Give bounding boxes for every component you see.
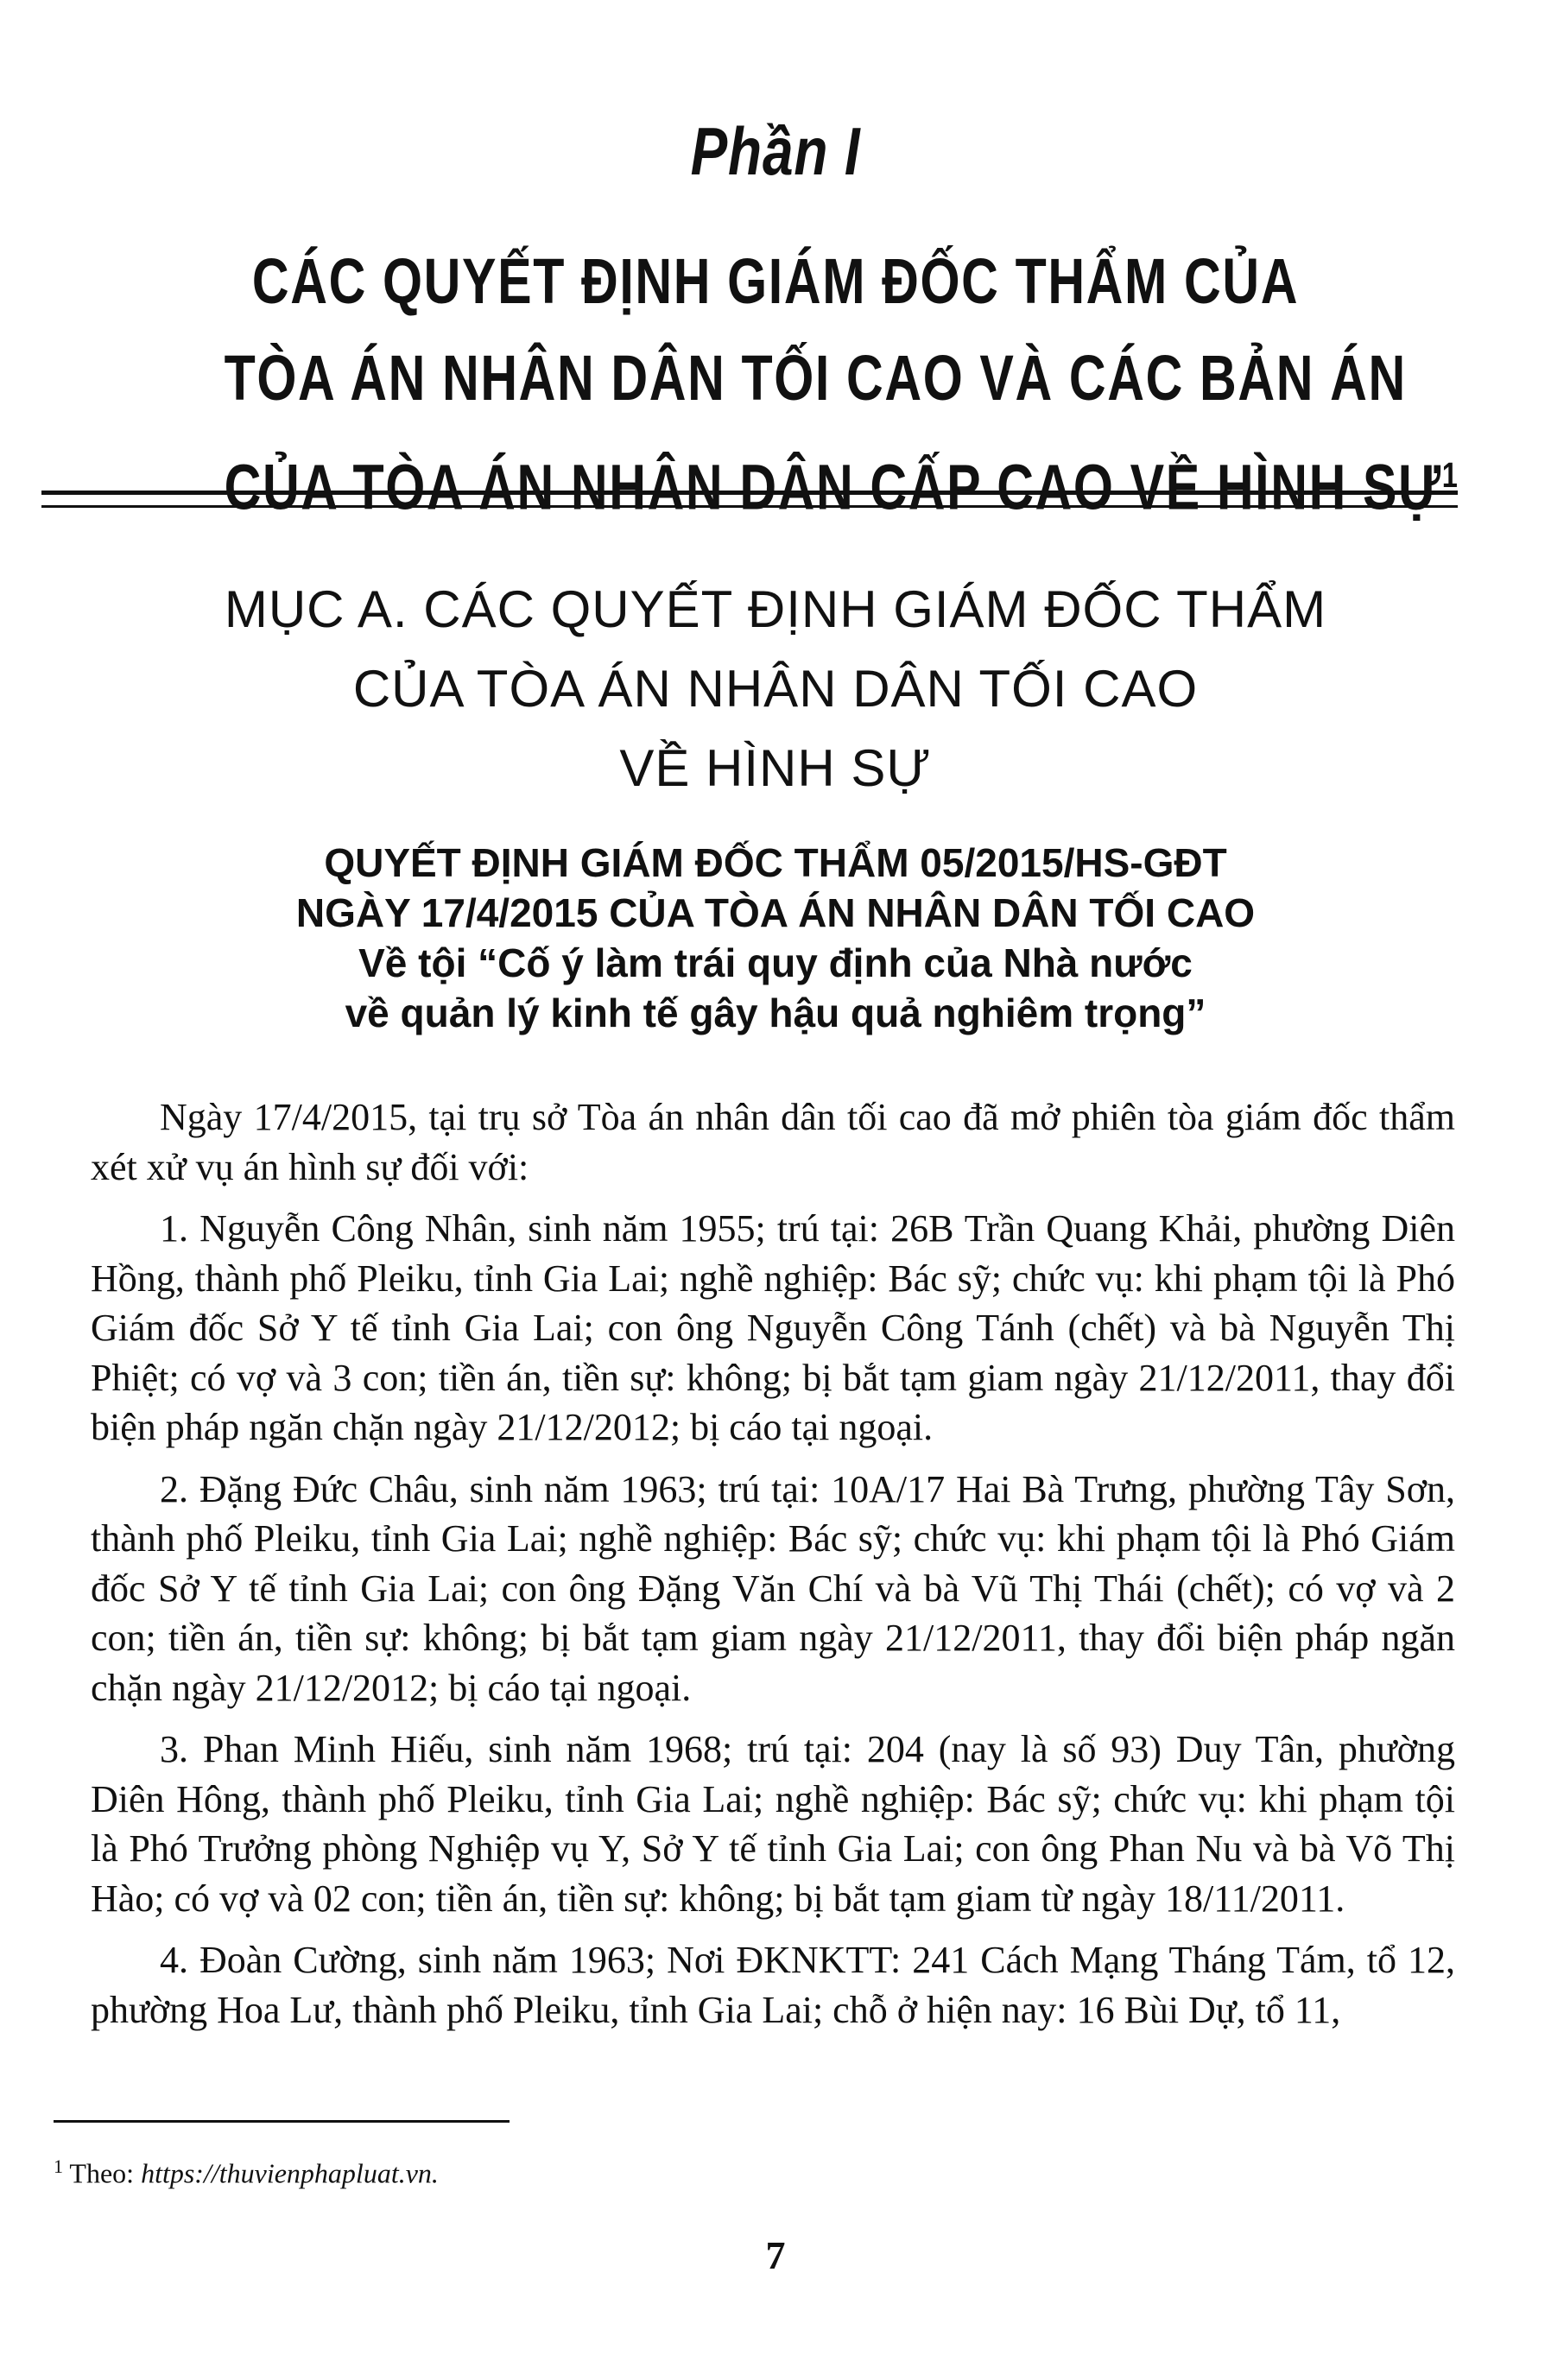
paragraph-intro: Ngày 17/4/2015, tại trụ sở Tòa án nhân dân tối cao đã mở phiên tòa giám đốc thẩm xét xử vụ án hình sự đối với: xyxy=(91,1096,1455,1188)
footnote-prefix: Theo: xyxy=(69,2157,135,2189)
decision-heading-line-4: về quản lý kinh tế gây hậu quả nghiêm trọng” xyxy=(345,991,1206,1035)
footnote-reference: 1 xyxy=(1441,455,1459,495)
part-title: Phần I xyxy=(690,113,861,189)
chapter-title-line-1: CÁC QUYẾT ĐỊNH GIÁM ĐỐC THẨM CỦA xyxy=(251,245,1300,317)
section-title-line-2: CỦA TÒA ÁN NHÂN DÂN TỐI CAO xyxy=(352,660,1199,718)
paragraph-defendant-1: 1. Nguyễn Công Nhân, sinh năm 1955; trú tại: 26B Trần Quang Khải, phường Diên Hồng, thành phố Pleiku, tỉnh Gia Lai; nghề nghiệp: Bác sỹ; chức vụ: khi phạm tội là Phó Giám đốc Sở Y tế tỉnh Gia Lai; con ông Nguyễn Công Tánh (chết) và bà Nguyễn Thị Phiệt; có vợ và 3 con; tiền án, tiền sự: không; bị bắt tạm giam ngày 21/12/2011, thay đổi biện pháp ngăn chặn ngày 21/12/2012; bị cáo tại ngoại. xyxy=(91,1207,1455,1448)
chapter-title-line-3 xyxy=(224,427,1459,536)
section-title xyxy=(86,570,1465,808)
page-number: 7 xyxy=(765,2233,786,2277)
footnote-divider xyxy=(54,2120,510,2123)
title-double-rule xyxy=(41,491,1458,508)
section-title-line-1: MỤC A. CÁC QUYẾT ĐỊNH GIÁM ĐỐC THẨM xyxy=(224,580,1327,638)
paragraph-defendant-3: 3. Phan Minh Hiếu, sinh năm 1968; trú tại: 204 (nay là số 93) Duy Tân, phường Diên Hông, thành phố Pleiku, tỉnh Gia Lai; nghề nghiệp: Bác sỹ; chức vụ: khi phạm tội là Phó Trưởng phòng Nghiệp vụ Y, Sở Y tế tỉnh Gia Lai; con ông Phan Nu và bà Võ Thị Hào; có vợ và 02 con; tiền án, tiền sự: không; bị bắt tạm giam từ ngày 18/11/2011. xyxy=(91,1728,1455,1920)
footnote xyxy=(54,2155,439,2190)
paragraph-defendant-4: 4. Đoàn Cường, sinh năm 1963; Nơi ĐKNKTT: 241 Cách Mạng Tháng Tám, tổ 12, phường Hoa Lư, thành phố Pleiku, tỉnh Gia Lai; chỗ ở hiện nay: 16 Bùi Dự, tổ 11, xyxy=(91,1939,1455,2031)
decision-heading xyxy=(86,838,1465,1038)
decision-heading-line-2: NGÀY 17/4/2015 CỦA TÒA ÁN NHÂN DÂN TỐI CAO xyxy=(295,890,1256,935)
footnote-link[interactable]: https://thuvienphapluat.vn. xyxy=(141,2157,439,2189)
body-text xyxy=(91,1092,1455,2047)
decision-heading-line-3: Về tội “Cố ý làm trái quy định của Nhà nước xyxy=(358,940,1193,985)
section-title-line-3: VỀ HÌNH SỰ xyxy=(619,739,932,797)
footnote-number: 1 xyxy=(54,2155,63,2177)
chapter-title-line-2: TÒA ÁN NHÂN DÂN TỐI CAO VÀ CÁC BẢN ÁN xyxy=(224,342,1407,414)
chapter-title-line-3-text: CỦA TÒA ÁN NHÂN DÂN CẤP CAO VỀ HÌNH SỰ xyxy=(224,451,1442,523)
decision-heading-line-1: QUYẾT ĐỊNH GIÁM ĐỐC THẨM 05/2015/HS-GĐT xyxy=(324,840,1227,885)
paragraph-defendant-2: 2. Đặng Đức Châu, sinh năm 1963; trú tại: 10A/17 Hai Bà Trưng, phường Tây Sơn, thành phố Pleiku, tỉnh Gia Lai; nghề nghiệp: Bác sỹ; chức vụ: khi phạm tội là Phó Giám đốc Sở Y tế tỉnh Gia Lai; con ông Đặng Văn Chí và bà Vũ Thị Thái (chết); có vợ và 2 con; tiền án, tiền sự: không; bị bắt tạm giam ngày 21/12/2011, thay đổi biện pháp ngăn chặn ngày 21/12/2012; bị cáo tại ngoại. xyxy=(91,1467,1455,1709)
